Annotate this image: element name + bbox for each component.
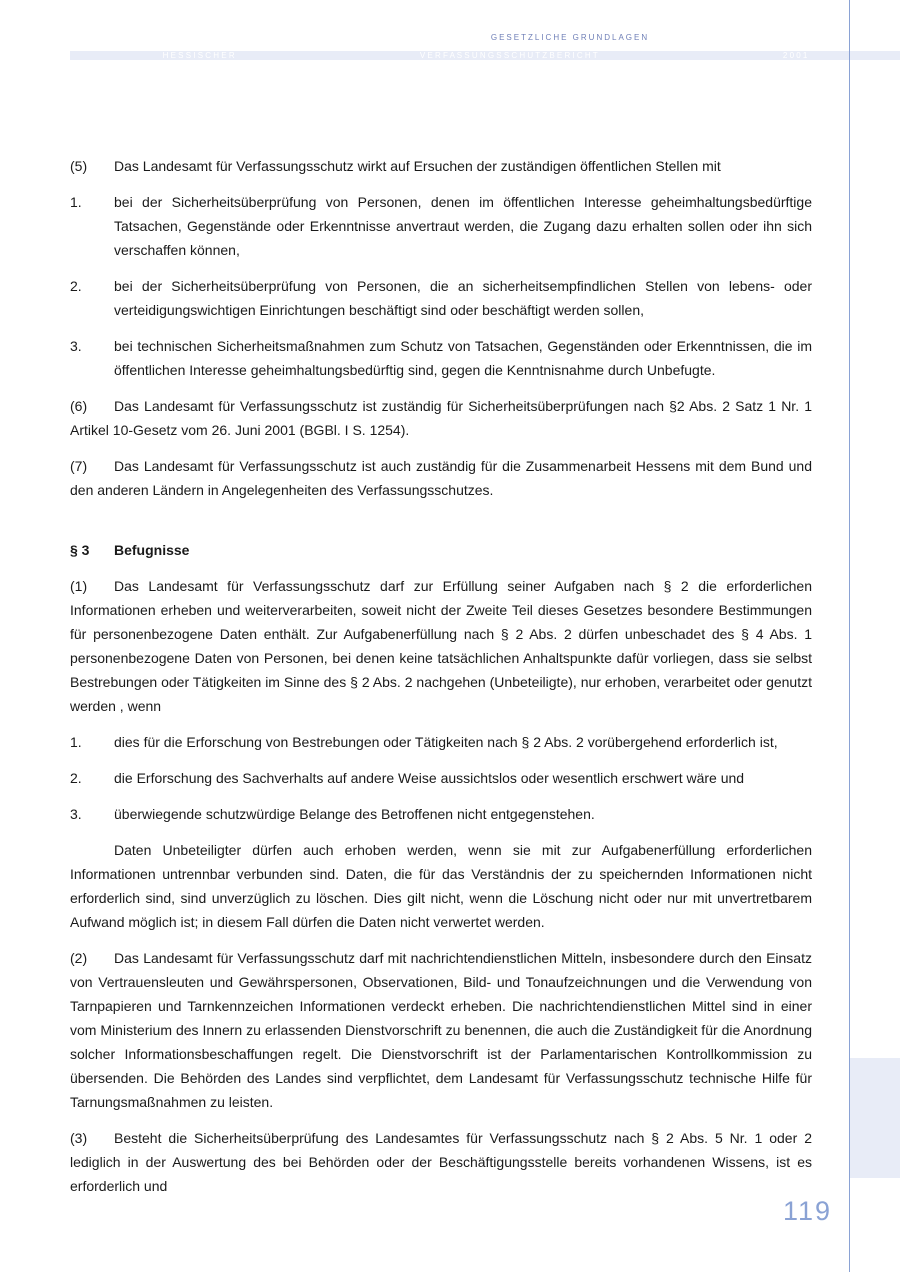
section-heading bbox=[70, 538, 812, 562]
running-title-word: H E S S I S C H E R bbox=[162, 51, 235, 60]
paragraph bbox=[70, 394, 812, 442]
paragraph-text: Das Landesamt für Verfassungsschutz darf zur Erfüllung seiner Aufgaben nach § 2 die erforderlichen Informationen erheben und weiterverarbeiten, soweit nicht der Zweite Teil dieses Gesetzes besondere Bestimmungen für personenbezogene Daten enthält. Zur Aufgabenerfüllung nach § 2 Abs. 2 dürfen unbeschadet des § 4 Abs. 1 personenbezogene Daten von Personen, bei denen keine tatsächlichen Anhaltspunkte dafür vorliegen, dass sie selbst Bestrebungen oder Tätigkeiten im Sinne des § 2 Abs. 2 nachgehen (Unbeteiligte), nur erhoben, verarbeitet oder genutzt werden , wenn bbox=[70, 578, 812, 714]
list-text: die Erforschung des Sachverhalts auf andere Weise aussichtslos oder wesentlich erschwert wäre und bbox=[114, 770, 745, 786]
page-number: 119 bbox=[782, 1196, 832, 1226]
paragraph bbox=[70, 574, 812, 718]
list-number: 2. bbox=[70, 278, 82, 294]
paragraph-number: (5) bbox=[70, 158, 88, 174]
paragraph-number: (2) bbox=[70, 950, 88, 966]
list-item bbox=[70, 334, 812, 382]
list-number: 1. bbox=[70, 194, 82, 210]
list-item bbox=[70, 730, 812, 754]
section-title: GESETZLICHE GRUNDLAGEN bbox=[490, 33, 650, 42]
list-number: 1. bbox=[70, 734, 82, 750]
running-title-word: V E R F A S S U N G S S C H U T Z B E R I C H T bbox=[419, 51, 598, 60]
paragraph-number: (7) bbox=[70, 458, 88, 474]
paragraph-text: Das Landesamt für Verfassungsschutz wirkt auf Ersuchen der zuständigen öffentlichen Stellen mit bbox=[114, 158, 721, 174]
paragraph-text: Das Landesamt für Verfassungsschutz darf mit nachrichtendienstlichen Mitteln, insbesondere durch den Einsatz von Vertrauensleuten und Gewährspersonen, Observationen, Bild- und Tonaufzeichnungen und die Verwendung von Tarnpapieren und Tarnkennzeichen Informationen verdeckt erheben. Die nachrichtendienstlichen Mittel sind in einer vom Ministerium des Innern zu erlassenden Dienstvorschrift zu benennen, die auch die Zuständigkeit für die Anordnung solcher Informationsbeschaffungen regelt. Die Dienstvorschrift ist der Parlamentarischen Kontrollkommission zu übersenden. Die Behörden des Landes sind verpflichtet, dem Landesamt für Verfassungsschutz technische Hilfe für Tarnungsmaßnahmen zu leisten. bbox=[70, 950, 812, 1110]
document-body bbox=[70, 154, 812, 1210]
list-item bbox=[70, 766, 812, 790]
list-item bbox=[70, 190, 812, 262]
list-text: bei technischen Sicherheitsmaßnahmen zum Schutz von Tatsachen, Gegenständen oder Erkenntnissen, die im öffentlichen Interesse geheimhaltungsbedürftig sind, gegen die Kenntnisnahme durch Unbefugte. bbox=[114, 338, 812, 378]
paragraph-text: Das Landesamt für Verfassungsschutz ist zuständig für Sicherheitsüberprüfungen nach §2 Abs. 2 Satz 1 Nr. 1 Artikel 10-Gesetz vom 26. Juni 2001 (BGBl. I S. 1254). bbox=[70, 398, 812, 438]
list-item bbox=[70, 802, 812, 826]
paragraph bbox=[70, 1126, 812, 1198]
list-number: 3. bbox=[70, 338, 82, 354]
paragraph-number: (6) bbox=[70, 398, 88, 414]
paragraph bbox=[70, 454, 812, 502]
paragraph-text: Das Landesamt für Verfassungsschutz ist auch zuständig für die Zusammenarbeit Hessens mit dem Bund und den anderen Ländern in Angelegenheiten des Verfassungsschutzes. bbox=[70, 458, 812, 498]
continuation-paragraph: Daten Unbeteiligter dürfen auch erhoben werden, wenn sie mit zur Aufgabenerfüllung erforderlichen Informationen untrennbar verbunden sind. Daten, die für das Verständnis der zu speichernden Informationen nicht erforderlich sind, sind unverzüglich zu löschen. Dies gilt nicht, wenn die Löschung nicht oder nur mit unvertretbarem Aufwand möglich ist; in diesem Fall dürfen die Daten nicht verwertet werden. bbox=[70, 842, 812, 930]
section-heading-title: Befugnisse bbox=[114, 542, 190, 558]
section-number: § 3 bbox=[70, 542, 90, 558]
list-text: überwiegende schutzwürdige Belange des Betroffenen nicht entgegenstehen. bbox=[114, 806, 595, 822]
list-item bbox=[70, 274, 812, 322]
running-title-word: 2 0 0 1 bbox=[782, 51, 808, 60]
running-title bbox=[70, 51, 900, 60]
list-text: bei der Sicherheitsüberprüfung von Personen, die an sicherheitsempfindlichen Stellen von lebens- oder verteidigungswichtigen Einrichtungen beschäftigt sind oder beschäftigt werden sollen, bbox=[114, 278, 812, 318]
list-number: 2. bbox=[70, 770, 82, 786]
paragraph-number: (3) bbox=[70, 1130, 88, 1146]
list-number: 3. bbox=[70, 806, 82, 822]
list-text: bei der Sicherheitsüberprüfung von Personen, denen im öffentlichen Interesse geheimhaltungsbedürftige Tatsachen, Gegenstände oder Erkenntnisse anvertraut werden, die Zugang dazu erhalten sollen oder ihn sich verschaffen können, bbox=[114, 194, 812, 258]
margin-tab bbox=[850, 1058, 900, 1178]
paragraph bbox=[70, 946, 812, 1114]
paragraph-text: Besteht die Sicherheitsüberprüfung des Landesamtes für Verfassungsschutz nach § 2 Abs. 5 Nr. 1 oder 2 lediglich in der Auswertung des bei Behörden oder der Beschäftigungsstelle bereits vorhandenen Wissens, ist es erforderlich und bbox=[70, 1130, 812, 1194]
paragraph bbox=[70, 154, 812, 178]
list-text: dies für die Erforschung von Bestrebungen oder Tätigkeiten nach § 2 Abs. 2 vorübergehend erforderlich ist, bbox=[114, 734, 778, 750]
paragraph-number: (1) bbox=[70, 578, 88, 594]
